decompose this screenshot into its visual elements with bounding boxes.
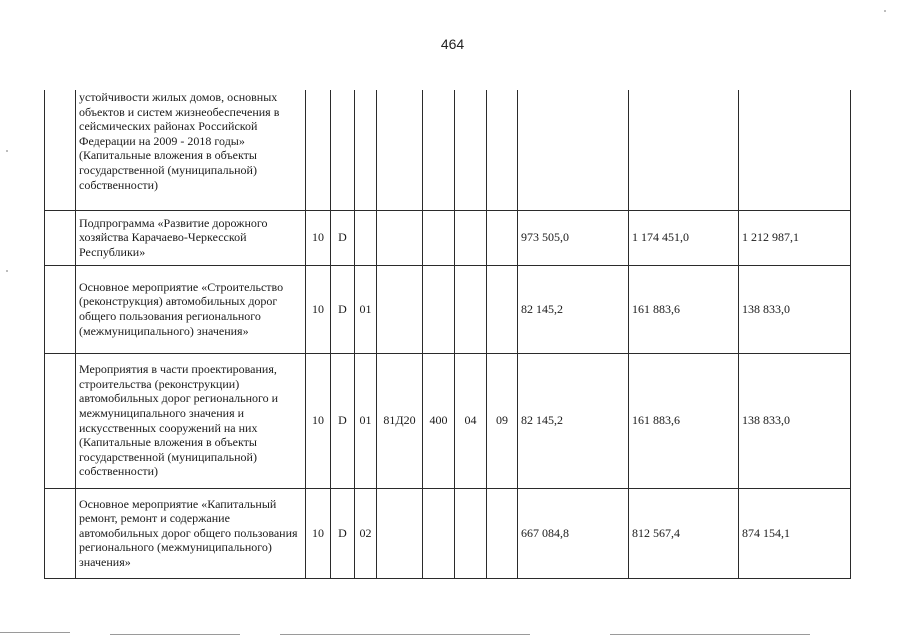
scan-artifact-line [280, 634, 530, 635]
code-cell-4: 81Д20 [377, 353, 423, 488]
code-cell-6 [455, 488, 487, 578]
code-cell-6 [455, 90, 487, 210]
row-marker-cell [45, 488, 76, 578]
code-cell-7 [487, 210, 518, 265]
scan-artifact-line [610, 634, 810, 635]
code-cell-5: 400 [423, 353, 455, 488]
code-cell-5 [423, 488, 455, 578]
amount-year-2: 812 567,4 [629, 488, 739, 578]
code-cell-4 [377, 90, 423, 210]
code-cell-4 [377, 210, 423, 265]
code-cell-6: 04 [455, 353, 487, 488]
table-row [45, 353, 851, 488]
amount-year-1: 82 145,2 [518, 353, 629, 488]
row-name-cell: Основное мероприятие «Строительство (реконструкция) автомобильных дорог общего пользования регионального (межмуниципального) значения» [76, 265, 306, 353]
code-cell-3 [355, 90, 377, 210]
row-name-cell: устойчивости жилых домов, основных объектов и систем жизнеобеспечения в сейсмических районах Российской Федерации на 2009 - 2018 годы» (Капитальные вложения в объекты государственной (муниципальной) собственности) [76, 90, 306, 210]
code-cell-1 [306, 90, 331, 210]
table-row [45, 488, 851, 578]
scan-artifact-dot [6, 270, 8, 272]
amount-year-1: 973 505,0 [518, 210, 629, 265]
code-cell-2: D [331, 353, 355, 488]
scan-artifact-line [110, 634, 240, 635]
code-cell-5 [423, 90, 455, 210]
scan-artifact-dot [6, 150, 8, 152]
row-marker-cell [45, 210, 76, 265]
code-cell-1: 10 [306, 210, 331, 265]
row-name-cell: Основное мероприятие «Капитальный ремонт, ремонт и содержание автомобильных дорог общего пользования регионального (межмуниципального) значения» [76, 488, 306, 578]
code-cell-7 [487, 90, 518, 210]
budget-table [44, 90, 851, 579]
code-cell-3 [355, 210, 377, 265]
code-cell-4 [377, 488, 423, 578]
code-cell-7: 09 [487, 353, 518, 488]
code-cell-5 [423, 210, 455, 265]
amount-year-3 [739, 90, 851, 210]
scan-artifact-line [0, 632, 70, 633]
amount-year-1: 82 145,2 [518, 265, 629, 353]
code-cell-1: 10 [306, 488, 331, 578]
code-cell-2: D [331, 265, 355, 353]
code-cell-3: 02 [355, 488, 377, 578]
table-row [45, 210, 851, 265]
amount-year-2: 161 883,6 [629, 353, 739, 488]
code-cell-6 [455, 265, 487, 353]
table-row [45, 90, 851, 210]
scan-artifact-dot [884, 10, 886, 12]
page-number: 464 [440, 36, 465, 52]
code-cell-2 [331, 90, 355, 210]
row-marker-cell [45, 353, 76, 488]
amount-year-1: 667 084,8 [518, 488, 629, 578]
code-cell-2: D [331, 210, 355, 265]
row-marker-cell [45, 265, 76, 353]
code-cell-1: 10 [306, 265, 331, 353]
amount-year-3: 138 833,0 [739, 265, 851, 353]
row-marker-cell [45, 90, 76, 210]
row-name-cell: Подпрограмма «Развитие дорожного хозяйства Карачаево-Черкесской Республики» [76, 210, 306, 265]
amount-year-2: 161 883,6 [629, 265, 739, 353]
code-cell-1: 10 [306, 353, 331, 488]
code-cell-3: 01 [355, 353, 377, 488]
amount-year-3: 138 833,0 [739, 353, 851, 488]
amount-year-2 [629, 90, 739, 210]
code-cell-2: D [331, 488, 355, 578]
row-name-cell: Мероприятия в части проектирования, строительства (реконструкции) автомобильных дорог регионального и межмуниципального значения и искусственных сооружений на них (Капитальные вложения в объекты государственной (муниципальной) собственности) [76, 353, 306, 488]
table-row [45, 265, 851, 353]
code-cell-6 [455, 210, 487, 265]
amount-year-2: 1 174 451,0 [629, 210, 739, 265]
amount-year-3: 874 154,1 [739, 488, 851, 578]
amount-year-1 [518, 90, 629, 210]
code-cell-5 [423, 265, 455, 353]
code-cell-3: 01 [355, 265, 377, 353]
code-cell-7 [487, 488, 518, 578]
code-cell-4 [377, 265, 423, 353]
code-cell-7 [487, 265, 518, 353]
amount-year-3: 1 212 987,1 [739, 210, 851, 265]
